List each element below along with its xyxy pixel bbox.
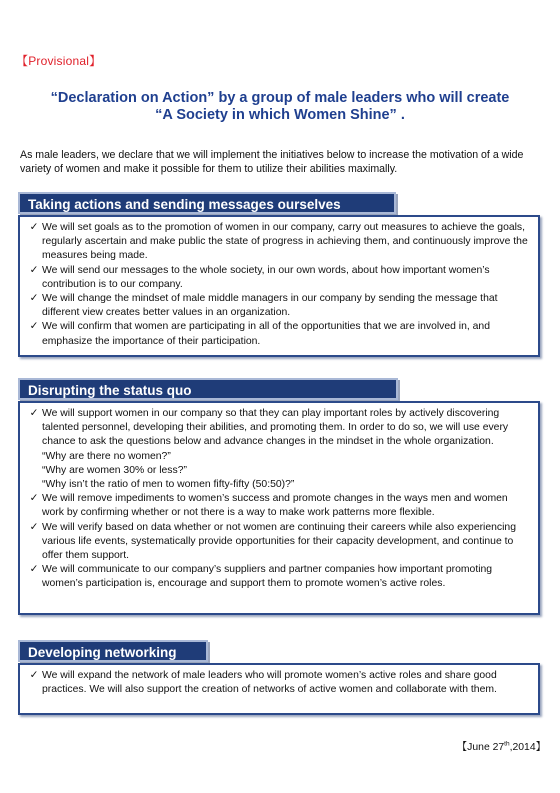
list-item-text [42, 407, 532, 492]
title-line-1: “Declaration on Action” by a group of male leaders who will create [50, 90, 510, 106]
document-title [0, 90, 560, 124]
section-box-networking [18, 663, 540, 715]
intro-paragraph: As male leaders, we declare that we will implement the initiatives below to increase the motivation of a wide variety of women and make it possible for them to utilize their abilities maximally. [20, 149, 524, 175]
list-item [26, 407, 532, 492]
check-icon: ✓ [29, 564, 39, 576]
date-year: ,2014】 [509, 742, 546, 753]
list-item-text: We will remove impediments to women’s success and promote changes in the ways men and women work by confirming whether or not there is a way to make work patterns more flexible. [42, 493, 508, 519]
list-item [26, 563, 532, 591]
section-heading-actions: Taking actions and sending messages ourselves [18, 192, 396, 214]
check-icon: ✓ [29, 408, 39, 419]
date-text: 【June 27 [456, 742, 505, 753]
check-icon: ✓ [29, 493, 39, 505]
check-icon: ✓ [29, 521, 39, 533]
list-item-text: We will change the mindset of male middle managers in our company by sending the message that different view creates better values in an organization. [42, 293, 498, 319]
check-icon: ✓ [29, 670, 39, 681]
list-item [26, 492, 532, 520]
list-item [26, 320, 532, 348]
check-icon: ✓ [29, 293, 39, 305]
question-1: “Why are there no women?” [42, 450, 171, 462]
list-item [26, 669, 532, 697]
list-item-body: We will support women in our company so that they can play important roles by actively discovering talented personnel, developing their abilities, and promoting them. In order to do so, we will use every chance to ask the questions below and advance changes in the mindset in the whole organization. [42, 408, 509, 448]
section-box-actions [18, 215, 540, 357]
list-item-text: We will expand the network of male leaders who will promote women’s active roles and share good practices. We will also support the creation of networks of active women and collaborate with them. [42, 670, 497, 696]
list-item [26, 221, 532, 264]
list-item-text: We will set goals as to the promotion of women in our company, carry out measures to achieve the goals, regularly ascertain and make public the state of progress in achieving them, and continuously improve the measures being made. [42, 222, 528, 262]
list-item-text: We will send our messages to the whole society, in our own words, about how important women’s contribution is to our company. [42, 264, 490, 290]
list-item-text: We will confirm that women are participating in all of the opportunities that we are involved in, and emphasize the importance of their participation. [42, 321, 490, 347]
list-item [26, 521, 532, 564]
list-item [26, 292, 532, 320]
document-date [457, 738, 546, 753]
list-item [26, 264, 532, 292]
section-heading-status-quo: Disrupting the status quo [18, 378, 398, 400]
section-heading-networking: Developing networking [18, 640, 208, 662]
check-icon: ✓ [29, 264, 39, 276]
provisional-label: 【Provisional】 [16, 54, 102, 68]
list-item-text: We will communicate to our company’s suppliers and partner companies how important promoting women’s participation is, encourage and support them to promote women’s active roles. [42, 564, 493, 590]
title-line-2: “A Society in which Women Shine” . [155, 107, 405, 123]
question-2: “Why are women 30% or less?” [42, 464, 187, 476]
date-ordinal: th [504, 740, 510, 748]
question-3: “Why isn’t the ratio of men to women fifty-fifty (50:50)?” [42, 479, 295, 491]
list-item-text: We will verify based on data whether or not women are continuing their careers while also experiencing various life events, systematically provide opportunities for their capacity development, and continue to offer them support. [42, 521, 516, 562]
check-icon: ✓ [29, 321, 39, 333]
check-icon: ✓ [29, 222, 39, 233]
section-box-status-quo [18, 401, 540, 615]
